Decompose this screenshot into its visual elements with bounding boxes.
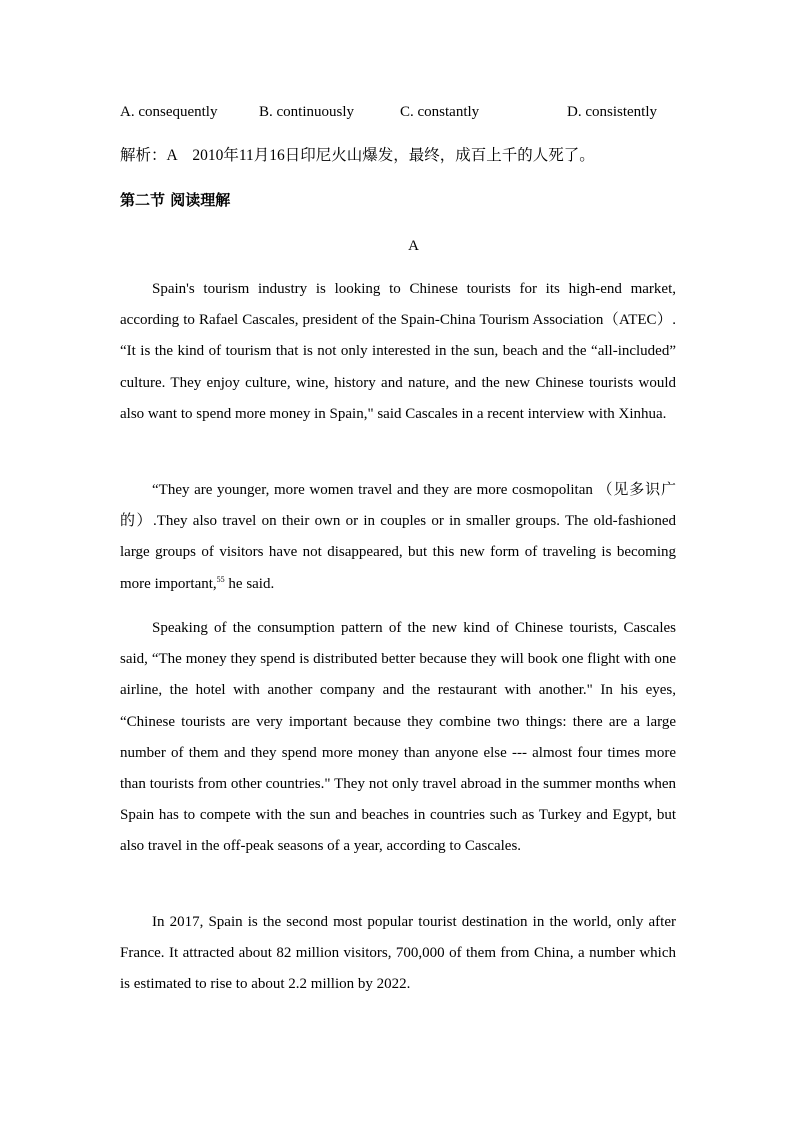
passage-label: A — [408, 238, 419, 254]
passage-paragraph-1: Spain's tourism industry is looking to Chinese tourists for its high-end market, according to Rafael Cascales, president of the Spain-China Tourism Association（ATEC）. “It is the kind of tourism that is not only interested in the sun, beach and the “all-included” culture. They enjoy culture, wine, history and nature, and the new Chinese tourists would also want to spend more money in Spain," said Cascales in a recent interview with Xinhua. — [120, 281, 676, 422]
option-c: C. constantly — [400, 104, 480, 120]
answer-options — [120, 101, 680, 123]
option-d: D. consistently — [567, 104, 657, 120]
passage-paragraph-4: In 2017, Spain is the second most popular tourist destination in the world, only after France. It attracted about 82 million visitors, 700,000 of them from China, a number which is estimated to rise to about 2.2 million by 2022. — [120, 914, 676, 993]
passage-paragraph-3: Speaking of the consumption pattern of the new kind of Chinese tourists, Cascales said, “The money they spend is distributed better because they will book one flight with one airline, the hotel with another company and the restaurant with another." In his eyes, “Chinese tourists are very important because they combine two things: there are a large number of them and they spend more money than anyone else --- almost four times more than tourists from other countries." They not only travel abroad in the summer months when Spain has to compete with the sun and beaches in countries such as Turkey and Egypt, but also travel in the off-peak seasons of a year, according to Cascales. — [120, 620, 676, 855]
section-title: 第二节 阅读理解 — [120, 191, 231, 209]
option-a: A. consequently — [120, 104, 218, 120]
paragraph-2-text: “They are younger, more women travel and they are more cosmopolitan （见多识广的）.They also travel on their own or in couples or in smaller groups. The old-fashioned large groups of visitors have not disappeared, but this new form of traveling is becoming more important, — [120, 482, 676, 592]
footnote-mark: 55 — [216, 574, 225, 584]
answer-analysis: 解析：A 2010年11月16日印尼火山爆发，最终，成百上千的人死了。 — [120, 147, 595, 164]
passage-paragraph-2 — [120, 475, 676, 600]
paragraph-2-tail: he said. — [224, 575, 275, 592]
option-b: B. continuously — [259, 104, 355, 120]
